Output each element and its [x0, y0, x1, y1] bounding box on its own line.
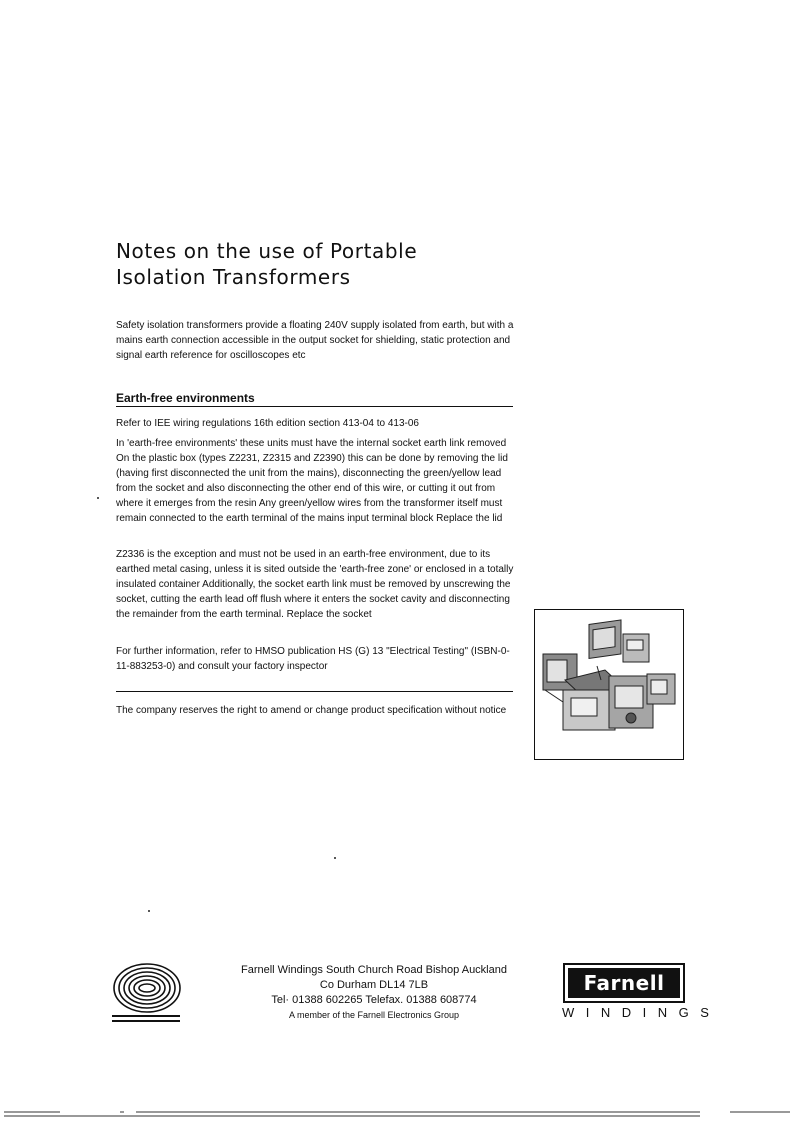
further-info-paragraph: For further information, refer to HMSO publication HS (G) 13 "Electrical Testing" (ISBN-0-11-883253-0) and consult your factory inspector: [116, 646, 510, 672]
divider-rule: [116, 691, 513, 692]
title-line-2: Isolation Transformers: [116, 265, 351, 289]
title-line-1: Notes on the use of Portable: [116, 239, 418, 263]
farnell-brand-logo: [560, 963, 721, 1020]
intro-paragraph: Safety isolation transformers provide a floating 240V supply isolated from earth, but with a mains earth connection accessible in the output socket for shielding, static protection and signal earth reference for oscilloscopes etc: [116, 320, 514, 361]
address-line-2: Co Durham DL14 7LB: [319, 979, 429, 991]
document-title: [116, 238, 536, 290]
earth-free-paragraph: In 'earth-free environments' these units must have the internal socket earth link removed On the plastic box (types Z2231, Z2315 and Z2390) this can be done by removing the lid (having first disconnected the unit from the mains), disconnecting the green/yellow lead from the socket and also disconnecting the other end of this wire, or cutting it out from where it emerges from the resin Any green/yellow wires from the transformer itself must remain connected to the earth terminal of the mains input terminal block Replace the lid: [116, 438, 508, 524]
transformer-products-photo: [535, 610, 683, 759]
company-address: [224, 963, 524, 1023]
brand-box: [563, 963, 685, 1003]
address-line-1: Farnell Windings South Church Road Bishop Auckland: [241, 964, 507, 976]
scan-edge-lines: [0, 1108, 793, 1123]
section-heading: Earth-free environments: [116, 391, 513, 407]
brand-name: Farnell: [568, 968, 680, 998]
z2336-paragraph: Z2336 is the exception and must not be used in an earth-free environment, due to its earthed metal casing, unless it is sited outside the 'earth-free zone' or enclosed in a totally insulated container Additionally, the socket earth link must be removed by unscrewing the socket, cutting the earth lead off flush where it enters the socket cavity and disconnecting the remainder from the earth terminal. Replace the socket: [116, 549, 514, 620]
concentric-rings-logo-icon: [112, 962, 182, 1024]
scan-speck: [334, 857, 336, 859]
member-line: A member of the Farnell Electronics Group: [288, 1010, 460, 1020]
company-logo: [112, 962, 182, 1029]
product-photo-frame: [534, 609, 684, 760]
brand-subtitle: WINDINGS: [562, 1005, 721, 1020]
scan-speck: [97, 497, 99, 499]
address-line-3: Tel· 01388 602265 Telefax. 01388 608774: [271, 994, 477, 1006]
reference-paragraph: Refer to IEE wiring regulations 16th edition section 413-04 to 413-06: [116, 418, 419, 429]
notice-paragraph: The company reserves the right to amend or change product specification without notice: [116, 705, 507, 716]
scan-speck: [148, 910, 150, 912]
